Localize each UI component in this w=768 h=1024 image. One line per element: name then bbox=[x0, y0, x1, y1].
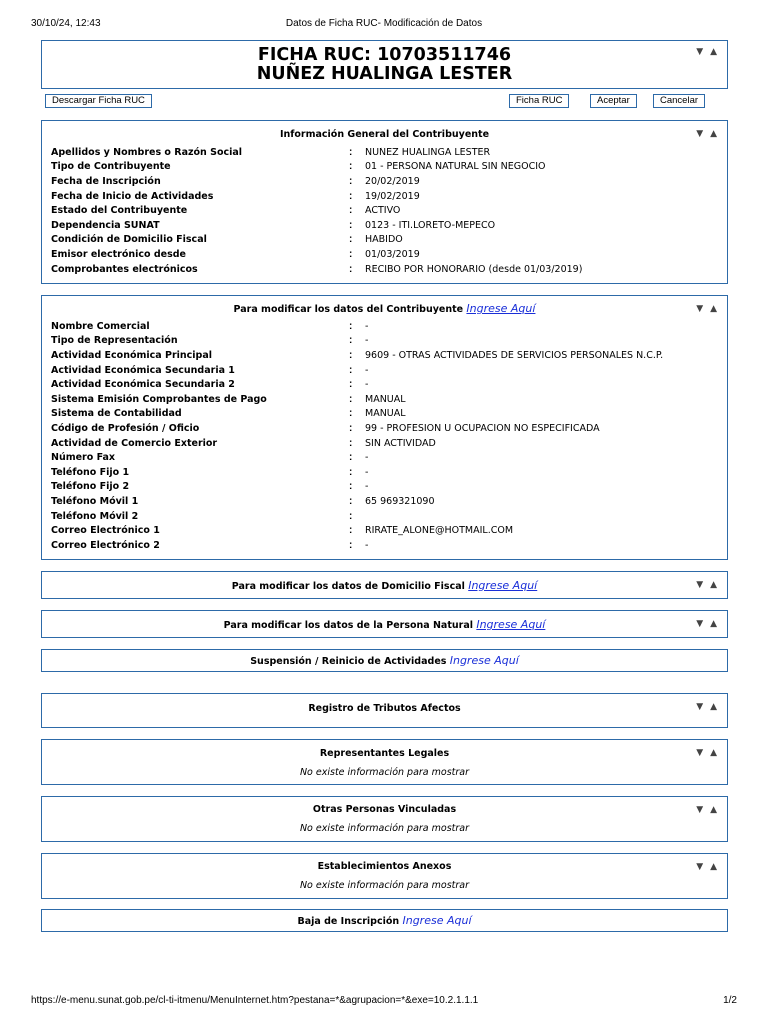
contribuyente-row-label: Nombre Comercial bbox=[51, 320, 150, 332]
colon-separator: : bbox=[349, 320, 353, 332]
general-info-row-label: Tipo de Contribuyente bbox=[51, 161, 171, 173]
general-collapse-arrows-icon[interactable]: ▼ ▲ bbox=[696, 129, 719, 139]
accept-button[interactable]: Aceptar bbox=[590, 94, 637, 108]
colon-separator: : bbox=[349, 190, 353, 202]
general-info-row-value: HABIDO bbox=[365, 234, 403, 246]
anexos-title: Establecimientos Anexos bbox=[317, 861, 452, 872]
contribuyente-row bbox=[51, 436, 723, 451]
cancel-button[interactable]: Cancelar bbox=[653, 94, 705, 108]
tributos-panel bbox=[41, 693, 728, 728]
contribuyente-row-value: - bbox=[365, 379, 369, 391]
colon-separator: : bbox=[349, 234, 353, 246]
contribuyente-row bbox=[51, 363, 723, 378]
tributos-title: Registro de Tributos Afectos bbox=[308, 703, 461, 714]
contribuyente-row-value: 65 969321090 bbox=[365, 495, 435, 507]
domicilio-ingrese-link[interactable]: Ingrese Aquí bbox=[468, 579, 538, 592]
domicilio-title: Para modificar los datos de Domicilio Fiscal Ingrese Aquí bbox=[231, 579, 538, 592]
colon-separator: : bbox=[349, 510, 353, 522]
colon-separator: : bbox=[349, 452, 353, 464]
anexos-collapse-arrows-icon[interactable]: ▼ ▲ bbox=[696, 862, 719, 872]
general-info-row bbox=[51, 233, 723, 248]
contribuyente-title: Para modificar los datos del Contribuyente Ingrese Aquí bbox=[233, 302, 536, 315]
general-info-row bbox=[51, 160, 723, 175]
general-info-row-label: Estado del Contribuyente bbox=[51, 205, 188, 217]
representantes-title: Representantes Legales bbox=[319, 748, 450, 759]
representantes-noinfo: No existe información para mostrar bbox=[299, 767, 470, 778]
domicilio-collapse-arrows-icon[interactable]: ▼ ▲ bbox=[696, 580, 719, 590]
ficha-ruc-button[interactable]: Ficha RUC bbox=[509, 94, 569, 108]
print-header bbox=[31, 18, 737, 29]
ficha-ruc-number: FICHA RUC: 10703511746 bbox=[257, 45, 512, 65]
contribuyente-row-label: Tipo de Representación bbox=[51, 335, 178, 347]
contribuyente-collapse-arrows-icon[interactable]: ▼ ▲ bbox=[696, 304, 719, 314]
contribuyente-rows bbox=[51, 319, 723, 553]
contribuyente-row-label: Actividad Económica Secundaria 1 bbox=[51, 364, 235, 376]
vinculadas-title: Otras Personas Vinculadas bbox=[312, 804, 457, 815]
contribuyente-row bbox=[51, 377, 723, 392]
contribuyente-row-value: - bbox=[365, 320, 369, 332]
print-page-number: 1/2 bbox=[723, 995, 737, 1006]
general-info-rows bbox=[51, 145, 723, 276]
general-info-row-value: 0123 - ITI.LORETO-MEPECO bbox=[365, 219, 496, 231]
contribuyente-row bbox=[51, 334, 723, 349]
general-info-row-label: Fecha de Inicio de Actividades bbox=[51, 190, 214, 202]
contribuyente-row-value: - bbox=[365, 481, 369, 493]
contribuyente-row-value: - bbox=[365, 335, 369, 347]
contribuyente-row-value: - bbox=[365, 364, 369, 376]
colon-separator: : bbox=[349, 525, 353, 537]
general-info-row-label: Dependencia SUNAT bbox=[51, 219, 160, 231]
general-info-row-label: Emisor electrónico desde bbox=[51, 248, 186, 260]
contribuyente-row-value: SIN ACTIVIDAD bbox=[365, 437, 436, 449]
general-info-row bbox=[51, 145, 723, 160]
representantes-panel bbox=[41, 739, 728, 785]
persona-collapse-arrows-icon[interactable]: ▼ ▲ bbox=[696, 619, 719, 629]
baja-title: Baja de Inscripción Ingrese Aquí bbox=[297, 914, 472, 927]
colon-separator: : bbox=[349, 335, 353, 347]
contribuyente-ingrese-link[interactable]: Ingrese Aquí bbox=[466, 302, 536, 315]
colon-separator: : bbox=[349, 379, 353, 391]
vinculadas-noinfo: No existe información para mostrar bbox=[299, 823, 470, 834]
contribuyente-row-label: Actividad Económica Secundaria 2 bbox=[51, 379, 235, 391]
general-info-row-value: ACTIVO bbox=[365, 205, 401, 217]
general-info-row-value: 19/02/2019 bbox=[365, 190, 420, 202]
contribuyente-row-value: MANUAL bbox=[365, 393, 406, 405]
print-page-title: Datos de Ficha RUC- Modificación de Datos bbox=[285, 18, 483, 29]
contribuyente-row bbox=[51, 407, 723, 422]
contribuyente-row bbox=[51, 421, 723, 436]
general-info-row bbox=[51, 247, 723, 262]
domicilio-panel bbox=[41, 571, 728, 599]
contribuyente-row-value: 99 - PROFESION U OCUPACION NO ESPECIFICADA bbox=[365, 422, 600, 434]
general-info-row bbox=[51, 174, 723, 189]
contribuyente-row-value: MANUAL bbox=[365, 408, 406, 420]
colon-separator: : bbox=[349, 205, 353, 217]
general-info-row-value: 01/03/2019 bbox=[365, 248, 420, 260]
vinculadas-collapse-arrows-icon[interactable]: ▼ ▲ bbox=[696, 805, 719, 815]
contribuyente-row-label: Teléfono Fijo 1 bbox=[51, 466, 130, 478]
general-info-row bbox=[51, 203, 723, 218]
contribuyente-row bbox=[51, 480, 723, 495]
taxpayer-name-title: NUÑEZ HUALINGA LESTER bbox=[256, 64, 513, 84]
contribuyente-row-label: Actividad Económica Principal bbox=[51, 349, 213, 361]
contribuyente-row-value: - bbox=[365, 452, 369, 464]
colon-separator: : bbox=[349, 364, 353, 376]
colon-separator: : bbox=[349, 437, 353, 449]
contribuyente-row bbox=[51, 348, 723, 363]
contribuyente-row bbox=[51, 494, 723, 509]
contribuyente-row-label: Teléfono Fijo 2 bbox=[51, 481, 130, 493]
persona-natural-title: Para modificar los datos de la Persona Natural Ingrese Aquí bbox=[223, 618, 546, 631]
contribuyente-row bbox=[51, 319, 723, 334]
colon-separator: : bbox=[349, 219, 353, 231]
colon-separator: : bbox=[349, 539, 353, 551]
contribuyente-row bbox=[51, 465, 723, 480]
general-info-row-value: 20/02/2019 bbox=[365, 175, 420, 187]
colon-separator: : bbox=[349, 248, 353, 260]
contribuyente-row-value: RIRATE_ALONE@HOTMAIL.COM bbox=[365, 525, 514, 537]
contribuyente-row-label: Código de Profesión / Oficio bbox=[51, 422, 200, 434]
suspension-ingrese-link[interactable]: Ingrese Aquí bbox=[449, 654, 519, 667]
colon-separator: : bbox=[349, 408, 353, 420]
representantes-collapse-arrows-icon[interactable]: ▼ ▲ bbox=[696, 748, 719, 758]
colon-separator: : bbox=[349, 161, 353, 173]
anexos-panel bbox=[41, 853, 728, 899]
contribuyente-row-label: Actividad de Comercio Exterior bbox=[51, 437, 218, 449]
contribuyente-row-label: Teléfono Móvil 1 bbox=[51, 495, 139, 507]
download-ficha-button[interactable]: Descargar Ficha RUC bbox=[45, 94, 152, 108]
colon-separator: : bbox=[349, 466, 353, 478]
contribuyente-row-label: Correo Electrónico 2 bbox=[51, 539, 160, 551]
general-info-title: Información General del Contribuyente bbox=[279, 129, 490, 140]
contribuyente-row-label: Número Fax bbox=[51, 452, 116, 464]
suspension-panel bbox=[41, 649, 728, 672]
vinculadas-panel bbox=[41, 796, 728, 842]
general-info-row-label: Fecha de Inscripción bbox=[51, 175, 161, 187]
contribuyente-row-label: Teléfono Móvil 2 bbox=[51, 510, 139, 522]
print-footer bbox=[31, 995, 737, 1006]
colon-separator: : bbox=[349, 393, 353, 405]
general-info-row-label: Apellidos y Nombres o Razón Social bbox=[51, 146, 243, 158]
contribuyente-row bbox=[51, 523, 723, 538]
general-info-row bbox=[51, 189, 723, 204]
contribuyente-row-value: - bbox=[365, 539, 369, 551]
persona-natural-panel bbox=[41, 610, 728, 638]
colon-separator: : bbox=[349, 175, 353, 187]
contribuyente-row bbox=[51, 392, 723, 407]
general-info-panel bbox=[41, 120, 728, 284]
contribuyente-row-label: Sistema Emisión Comprobantes de Pago bbox=[51, 393, 267, 405]
general-info-row bbox=[51, 262, 723, 277]
contribuyente-row-value: - bbox=[365, 466, 369, 478]
general-info-row-value: NUÑEZ HUALINGA LESTER bbox=[365, 146, 491, 158]
contribuyente-panel bbox=[41, 295, 728, 560]
colon-separator: : bbox=[349, 146, 353, 158]
colon-separator: : bbox=[349, 422, 353, 434]
collapse-expand-arrows-icon[interactable]: ▼ ▲ bbox=[696, 47, 719, 57]
colon-separator: : bbox=[349, 263, 353, 275]
contribuyente-row-value: 9609 - OTRAS ACTIVIDADES DE SERVICIOS PERSONALES N.C.P. bbox=[365, 349, 664, 361]
print-datetime: 30/10/24, 12:43 bbox=[31, 18, 101, 29]
general-info-row-label: Comprobantes electrónicos bbox=[51, 263, 198, 275]
contribuyente-row bbox=[51, 450, 723, 465]
baja-panel bbox=[41, 909, 728, 932]
contribuyente-row-label: Sistema de Contabilidad bbox=[51, 408, 182, 420]
colon-separator: : bbox=[349, 481, 353, 493]
contribuyente-row bbox=[51, 538, 723, 553]
suspension-title: Suspensión / Reinicio de Actividades Ingrese Aquí bbox=[250, 654, 519, 667]
colon-separator: : bbox=[349, 495, 353, 507]
general-info-row-value: RECIBO POR HONORARIO (desde 01/03/2019) bbox=[365, 263, 583, 275]
anexos-noinfo: No existe información para mostrar bbox=[299, 880, 470, 891]
persona-natural-ingrese-link[interactable]: Ingrese Aquí bbox=[476, 618, 546, 631]
baja-ingrese-link[interactable]: Ingrese Aquí bbox=[402, 914, 472, 927]
colon-separator: : bbox=[349, 349, 353, 361]
contribuyente-row bbox=[51, 509, 723, 524]
general-info-row-label: Condición de Domicilio Fiscal bbox=[51, 234, 207, 246]
tributos-collapse-arrows-icon[interactable]: ▼ ▲ bbox=[696, 702, 719, 712]
print-url: https://e-menu.sunat.gob.pe/cl-ti-itmenu/MenuInternet.htm?pestana=*&agrupacion=*&exe=10.2.1.1.1 bbox=[31, 995, 479, 1006]
general-info-row-value: 01 - PERSONA NATURAL SIN NEGOCIO bbox=[365, 161, 546, 173]
contribuyente-row-label: Correo Electrónico 1 bbox=[51, 525, 160, 537]
general-info-row bbox=[51, 218, 723, 233]
ficha-title-panel bbox=[41, 40, 728, 89]
